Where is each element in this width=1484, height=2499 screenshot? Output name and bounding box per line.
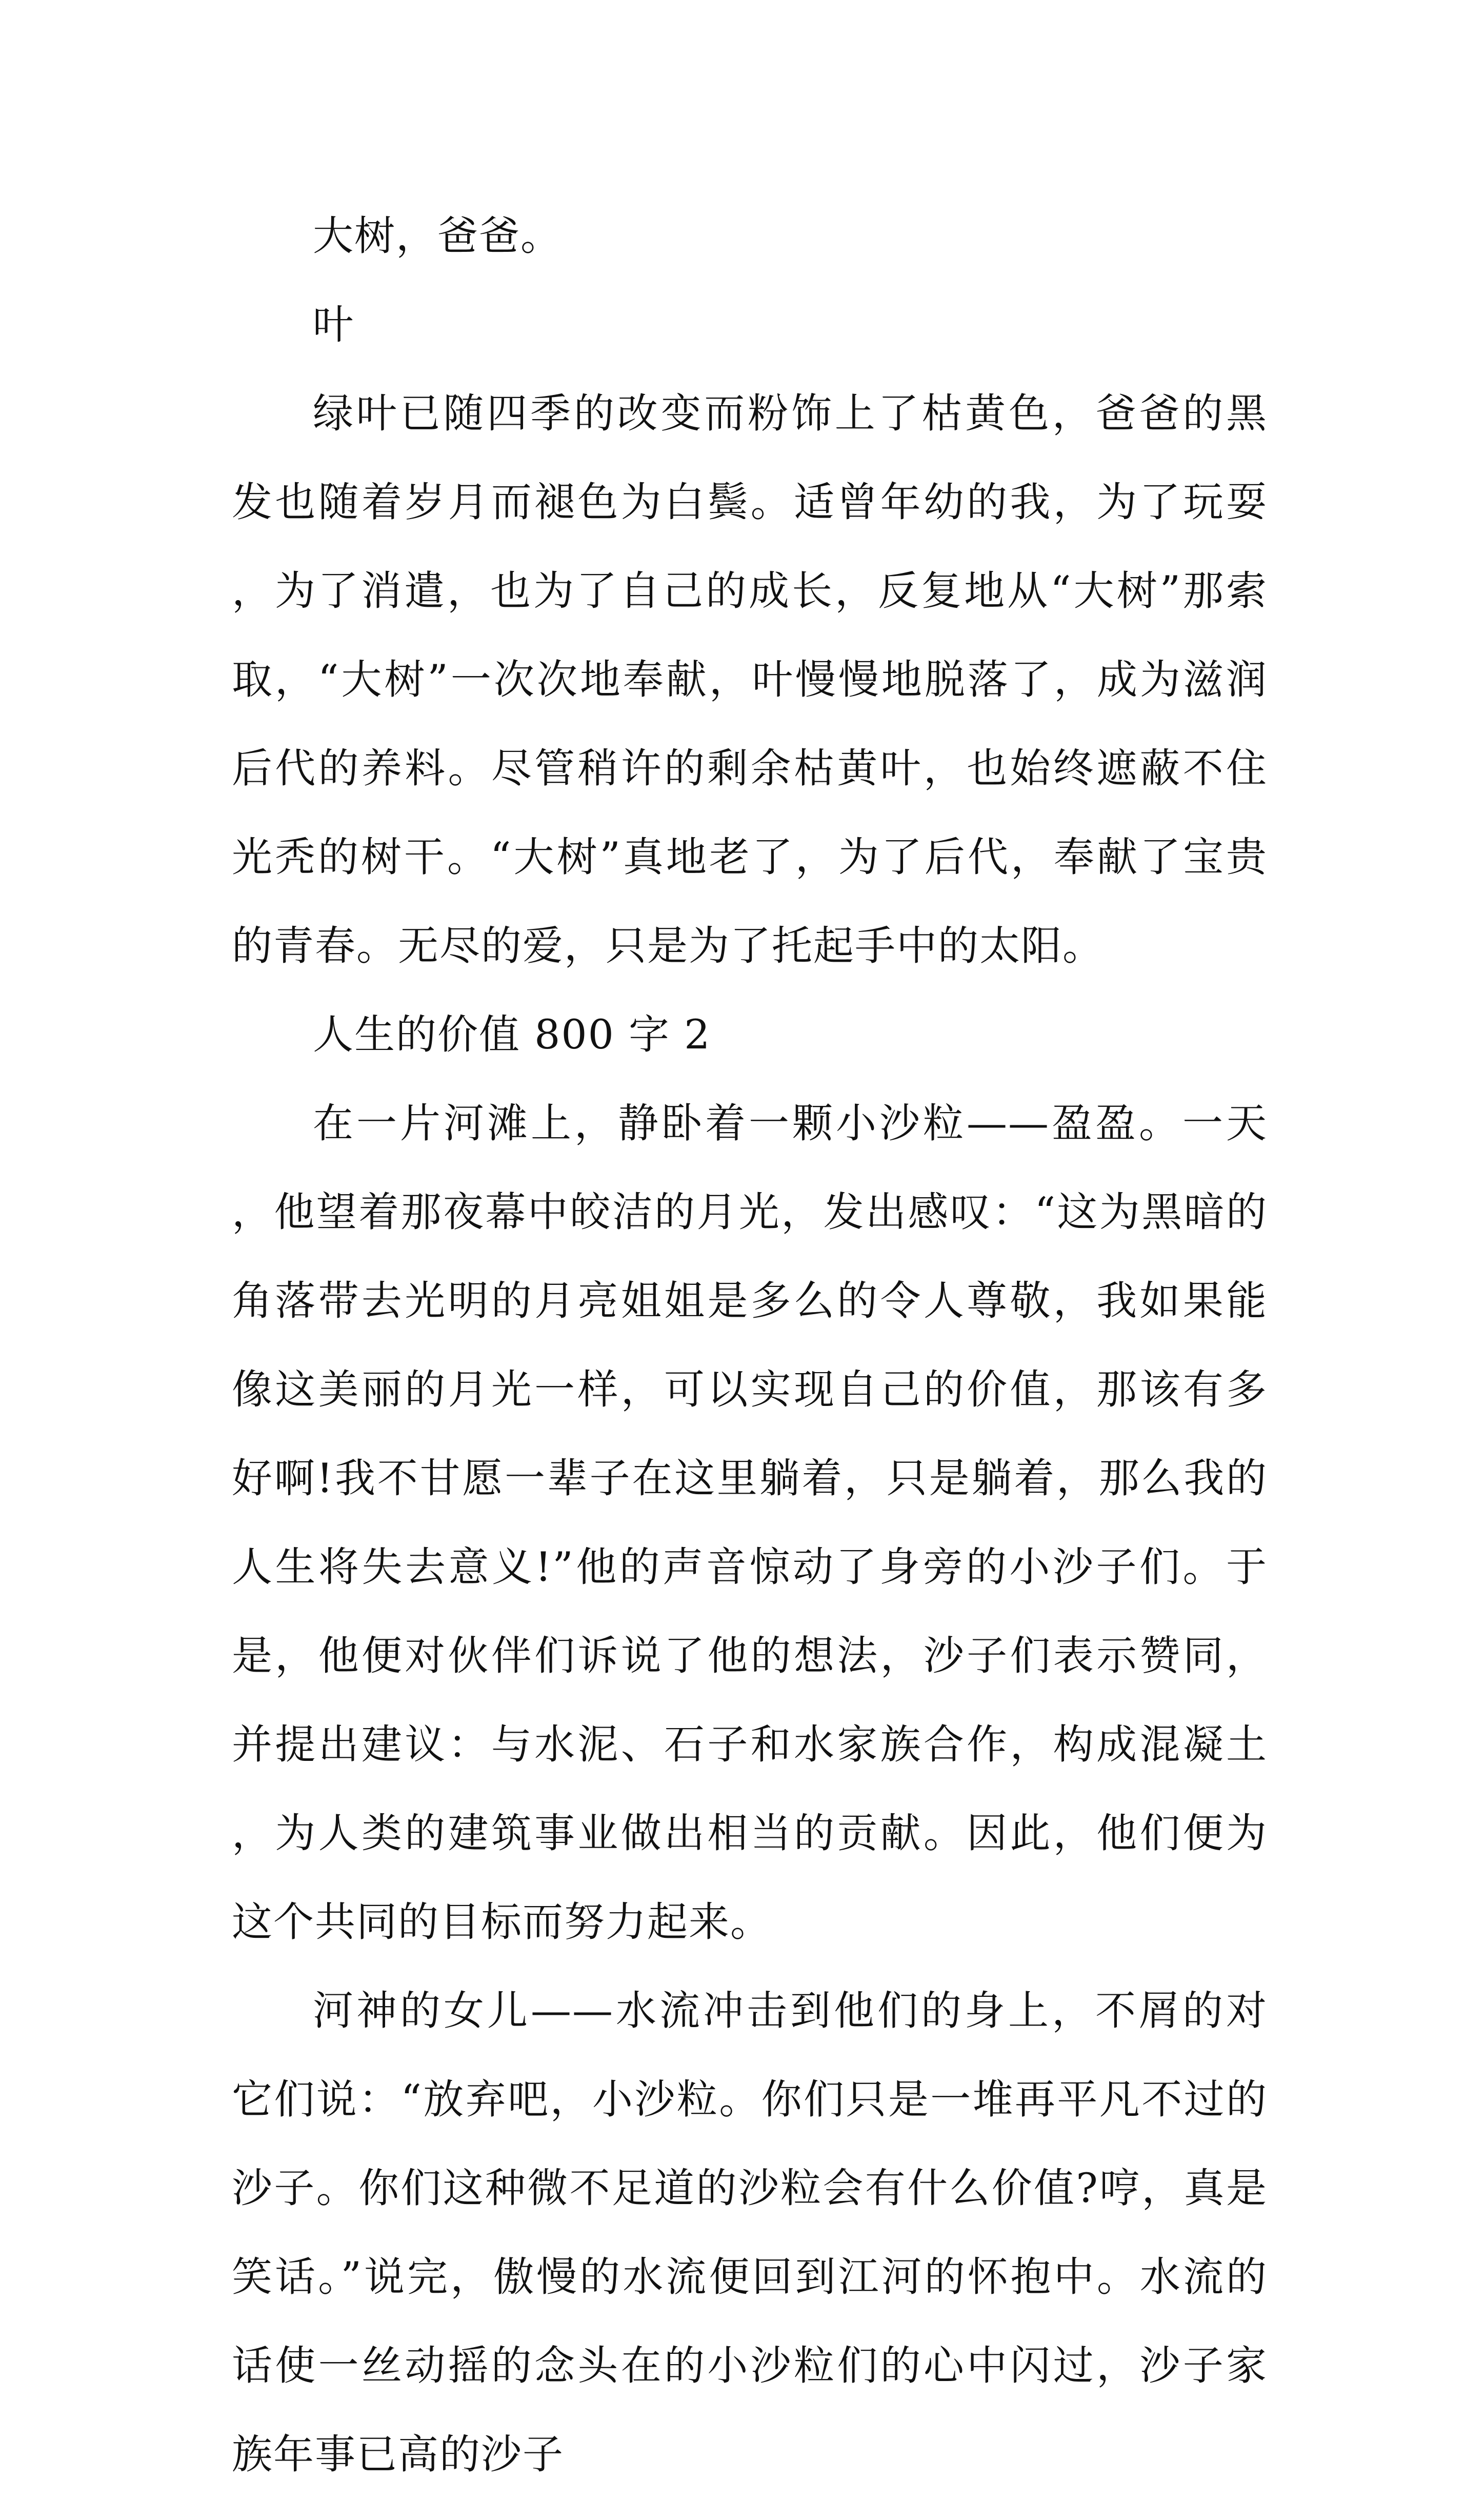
essay-title: 人生的价值 800 字 2	[313, 1011, 711, 1058]
paragraph-river-daughter: 河神的女儿——水流冲击到他们的身上，不屑的对它们说：“放弃吧，小沙粒。你们只是一堆再平凡不过的沙子。你们这种微不足道的沙粒会有什么价值?哼，真是笑话。”说完，傲慢的水流便回到江河的怀抱中。水流的话使一丝动摇的念头在的小沙粒们的心中闪过，沙子家族年事已高的沙子	[232, 1987, 1268, 2478]
document-body	[232, 192, 1268, 2499]
section-heading-leaf: 叶	[313, 301, 354, 348]
paragraph-leaves: 绿叶已随四季的改变而粉饰上了枯黄色，爸爸的黑发也随着岁月而褪色为白鬓。适曾年幼的我，为了玩耍，为了消遣，也为了自己的成长，反复地从“大树”那索取，“大树”一次次地奉献，叶慢慢地脱落了，成为滋润后代的养料。尽管稍许的剩余枯黄叶，也始终遮蔽不住光秃的树干。“大树”真地老了，为了后代，奉献了宝贵的青春。无尽的爱，只是为了托起手中的太阳。	[232, 390, 1268, 969]
paragraph-sand-grain: 在一片河滩上，静卧着一颗小沙粒——盈盈。一天，他望着那夜幕中皎洁的月光，发出感叹：“这为黑暗的角落带去光明的月亮姐姐是多么的令人尊敬，我如果能像这美丽的月光一样，可以实现自己的价值，那该有多好啊!我不甘愿一辈子在这里躺着，只是躺着，那么我的人生将失去意义!”他的声音惊动了身旁的小沙子们。于是，他便对伙伴们诉说了他的想法，沙子们表示赞同，并提出建议：与水泥、石子和水家族合作，构成混凝土，为人类的建筑事业做出相当的贡献。因此，他们便为这个共同的目标而努力起来。	[232, 1100, 1268, 1946]
paragraph-father-tree: 大树，爸爸。	[313, 212, 562, 260]
